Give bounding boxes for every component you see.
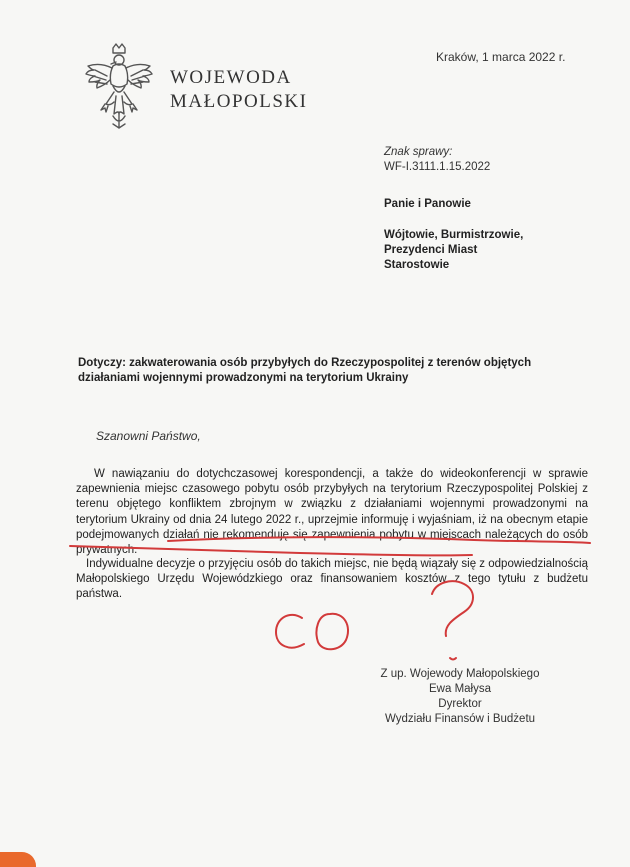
subject-line — [78, 356, 578, 386]
handwritten-c — [276, 615, 304, 648]
case-label: Znak sprawy: — [384, 146, 453, 158]
addressee-line-1: Wójtowie, Burmistrzowie, — [384, 229, 524, 241]
paragraph-1-underlined: na obecnym etapie podejmowanych działań nie rekomenduję się zapewnienia pobytu w miejscach należących do osób prywatnych. — [76, 513, 588, 557]
subject-text: zakwaterowania osób przybyłych do Rzeczypospolitej z terenów objętych działaniami wojennymi prowadzonymi na terytorium Ukrainy — [78, 357, 532, 384]
signature-on-behalf: Z up. Wojewody Małopolskiego — [380, 668, 540, 680]
case-number: WF-I.3111.1.15.2022 — [384, 161, 491, 173]
subject-label: Dotyczy: — [78, 357, 126, 369]
addressee-salutation: Panie i Panowie — [384, 198, 471, 210]
greeting: Szanowni Państwo, — [96, 429, 201, 443]
paragraph-1-intro: W nawiązaniu do dotychczasowej korespondencji, a także do wideokonferencji w sprawie zapewnienia miejsc czasowego pobytu osób przybyłych na terytorium Rzeczypospolitej Polskiej z terenu objętego konfliktem zbrojnym w związku z działaniami wojennymi prowadzonymi na terytorium Ukrainy od dnia 24 lutego 2022 r., uprzejmie informuję i wyjaśniam, iż — [76, 468, 588, 526]
addressee-list — [384, 228, 523, 273]
case-reference — [384, 145, 490, 175]
handwritten-question-dot — [450, 658, 456, 660]
body-paragraph-1 — [76, 467, 588, 558]
addressee-line-3: Starostowie — [384, 259, 450, 271]
signatory-department: Wydziału Finansów i Budżetu — [384, 713, 536, 725]
issuing-office — [170, 66, 307, 114]
white-eagle-emblem-icon — [83, 42, 155, 134]
place-and-date: Kraków, 1 marca 2022 r. — [436, 50, 566, 64]
body-paragraph-2: Indywidualne decyzje o przyjęciu osób do takich miejsc, nie będą wiązały się z odpowiedzialnością Małopolskiego Urzędu Wojewódzkiego oraz finansowaniem kosztów z tego tytułu z budżetu państwa. — [76, 558, 588, 601]
addressee-line-2: Prezydenci Miast — [384, 244, 478, 256]
signatory-name: Ewa Małysa — [429, 683, 491, 695]
signature-block — [360, 667, 560, 727]
handwritten-o — [317, 614, 349, 649]
office-line-2: MAŁOPOLSKI — [170, 91, 308, 112]
signatory-title: Dyrektor — [438, 698, 482, 710]
office-line-1: WOJEWODA — [170, 67, 292, 88]
corner-badge — [0, 852, 36, 867]
